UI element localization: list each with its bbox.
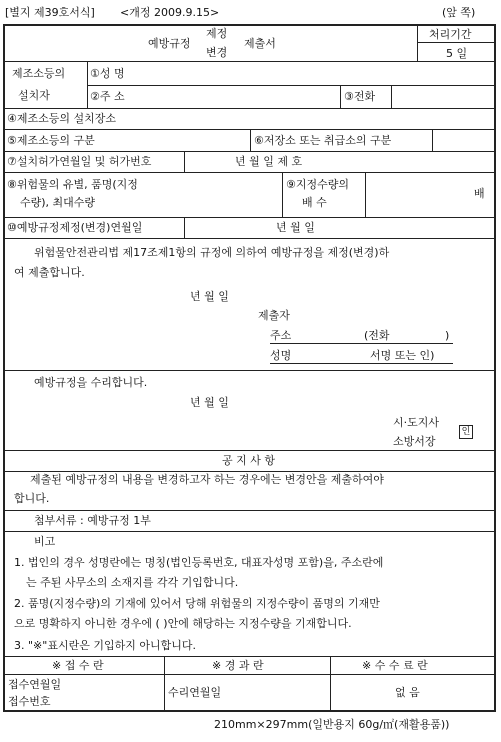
progress-column-header: ※ 경 과 란 [212, 659, 264, 672]
hazmat-label-2: 수량), 최대수량 [20, 196, 96, 209]
submitter-address-label: 주소 [270, 329, 292, 342]
receipt-column-header: ※ 접 수 란 [52, 659, 104, 672]
page-side: (앞 쪽) [442, 6, 476, 19]
fee-value: 없 음 [395, 686, 420, 699]
attachment-text: 첨부서류 : 예방규정 1부 [34, 514, 151, 527]
receipt-number-label: 접수번호 [8, 695, 51, 708]
processing-period-value: 5 일 [446, 47, 468, 60]
rule-date-label: ⑩예방규정제정(변경)연월일 [7, 221, 143, 234]
title-prefix: 예방규정 [148, 37, 191, 50]
remark-item-2b: 으로 명확하지 아니한 경우에 ( )안에 해당하는 지정수량을 기재합니다. [14, 617, 352, 630]
submitter-phone-close: ) [445, 329, 450, 342]
remark-item-1b: 는 주된 사무소의 소재지를 각각 기입합니다. [26, 576, 239, 589]
category-label: ⑤제조소등의 구분 [7, 134, 95, 147]
phone-label: ③전화 [344, 90, 376, 103]
notice-line-2: 합니다. [14, 492, 50, 505]
official-governor: 시·도지사 [393, 416, 440, 429]
storage-type-label: ⑥저장소 또는 취급소의 구분 [254, 134, 392, 147]
multiple-label-2: 배 수 [302, 196, 327, 209]
remarks-title: 비고 [34, 535, 56, 548]
title-suffix: 제출서 [244, 37, 276, 50]
permit-date-label: ⑦설치허가연월일 및 허가번호 [7, 155, 152, 168]
multiple-unit: 배 [474, 187, 485, 200]
title-option-change: 변경 [206, 46, 228, 59]
seal-mark: 인 [459, 425, 473, 439]
permit-date-value: 년 월 일 제 호 [235, 155, 303, 168]
submitter-sign-label: 서명 또는 인) [370, 349, 435, 362]
submitter-label: 제출자 [258, 309, 290, 322]
paper-spec: 210mm×297mm(일반용지 60g/㎡(재활용품)) [214, 718, 450, 731]
submitter-name-label: 성명 [270, 349, 292, 362]
acceptance-date-label: 수리연월일 [168, 686, 222, 699]
hazmat-label-1: ⑧위험물의 유별, 품명(지정 [7, 178, 138, 191]
multiple-label-1: ⑨지정수량의 [286, 178, 349, 191]
form-number: [별지 제39호서식] [5, 6, 95, 19]
name-label: ①성 명 [90, 67, 125, 80]
official-fire-chief: 소방서장 [393, 435, 436, 448]
location-label: ④제조소등의 설치장소 [7, 112, 116, 125]
installer-section-label-1: 제조소등의 [12, 67, 66, 80]
statement-line-1: 위험물안전관리법 제17조제1항의 규정에 의하여 예방규정을 제정(변경)하 [34, 246, 390, 259]
revision-date: <개정 2009.9.15> [120, 6, 220, 19]
title-option-establish: 제정 [206, 27, 228, 40]
remark-item-3: 3. "※"표시란은 기입하지 아니합니다. [14, 639, 196, 652]
remark-item-2a: 2. 품명(지정수량)의 기재에 있어서 당해 위험물의 지정수량이 품명의 기재만 [14, 597, 380, 610]
processing-period-label: 처리기간 [429, 28, 472, 41]
statement-date: 년 월 일 [190, 290, 229, 303]
notice-title: 공 지 사 항 [222, 454, 275, 467]
acceptance-date: 년 월 일 [190, 396, 229, 409]
receipt-date-label: 접수연월일 [8, 678, 62, 691]
statement-line-2: 여 제출합니다. [14, 266, 85, 279]
submitter-phone-label: (전화 [364, 329, 390, 342]
remark-item-1a: 1. 법인의 경우 성명란에는 명칭(법인등록번호, 대표자성명 포함)을, 주소란에 [14, 556, 384, 569]
address-label: ②주 소 [90, 90, 125, 103]
installer-section-label-2: 설치자 [18, 89, 50, 102]
rule-date-value: 년 월 일 [276, 221, 315, 234]
acceptance-text: 예방규정을 수리합니다. [34, 376, 148, 389]
fee-column-header: ※ 수 수 료 란 [362, 659, 428, 672]
notice-line-1: 제출된 예방규정의 내용을 변경하고자 하는 경우에는 변경안을 제출하여야 [30, 473, 384, 486]
